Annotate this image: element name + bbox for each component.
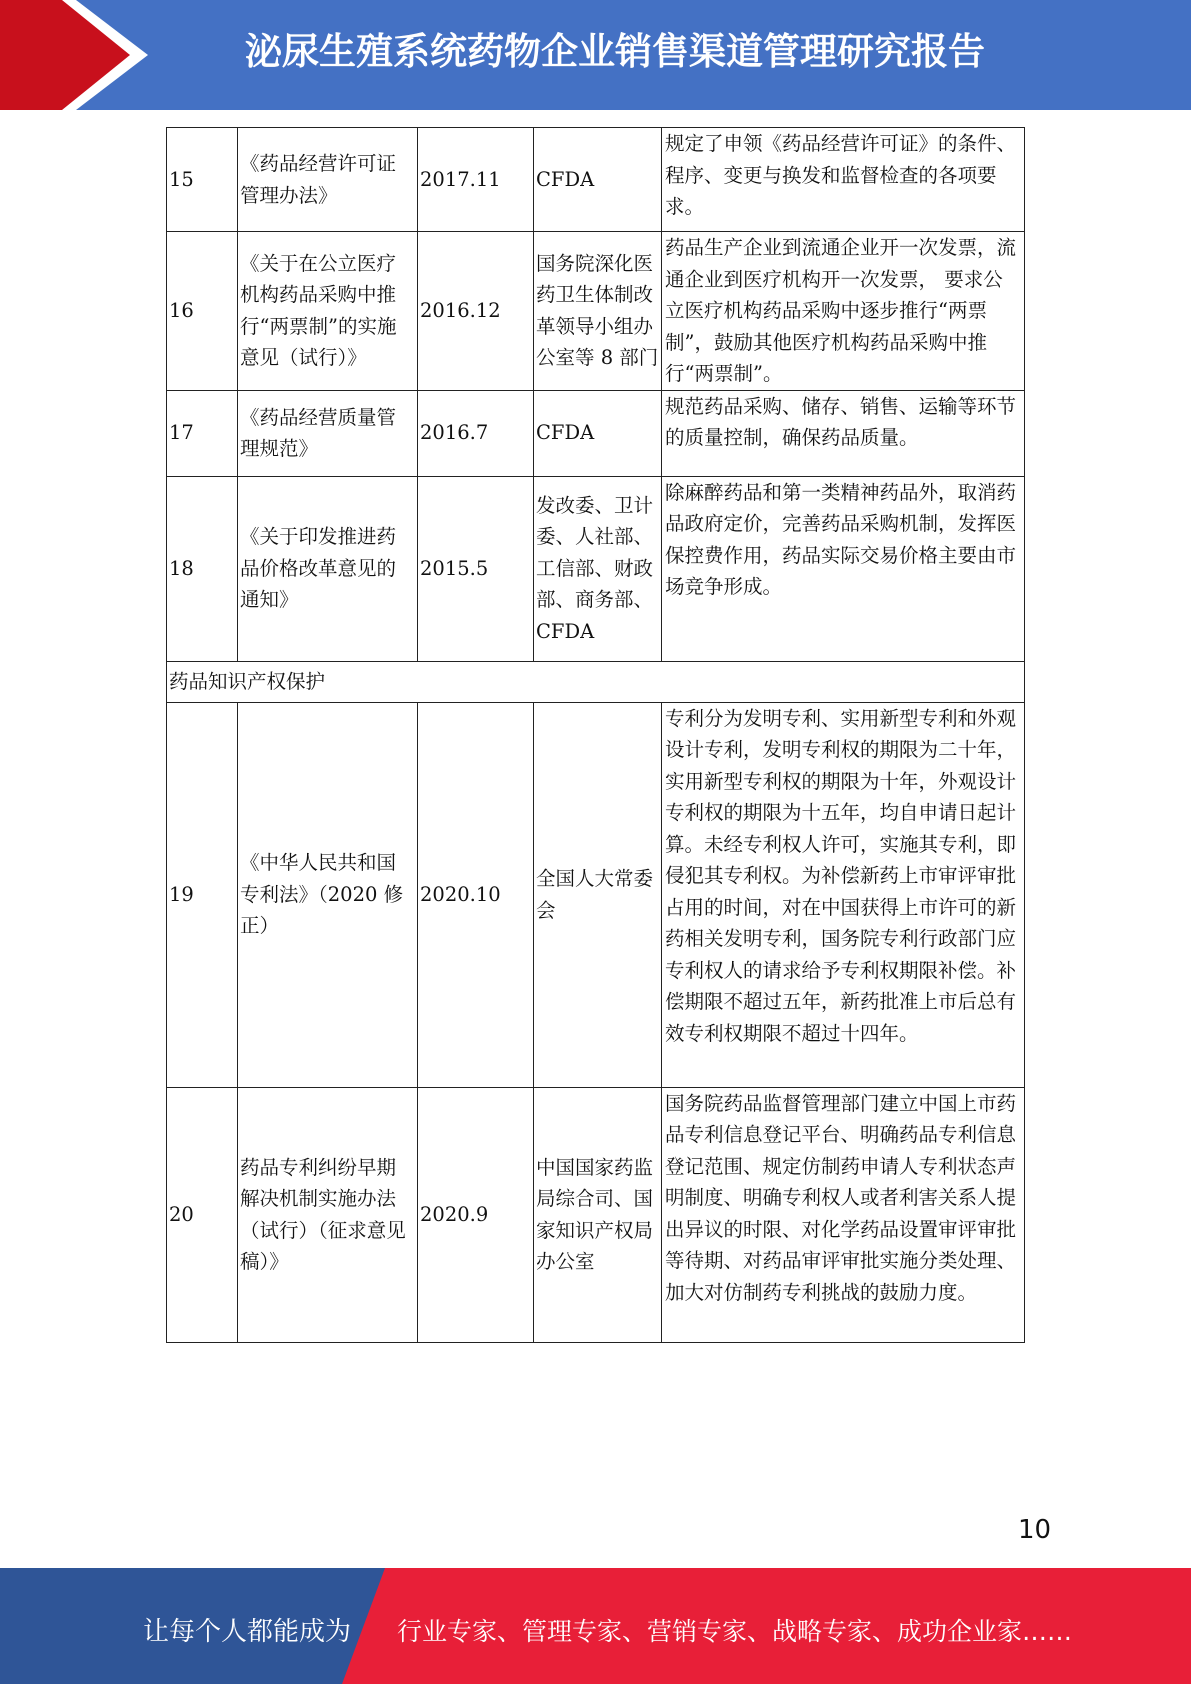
policy-table xyxy=(166,127,1025,1343)
policy-name: 《关于印发推进药品价格改革意见的通知》 xyxy=(238,476,418,661)
section-row xyxy=(167,661,1025,702)
row-number: 16 xyxy=(167,232,238,391)
policy-description: 规定了申领《药品经营许可证》的条件、程序、变更与换发和监督检查的各项要求。 xyxy=(662,128,1025,232)
policy-description: 药品生产企业到流通企业开一次发票，流通企业到医疗机构开一次发票， 要求公立医疗机构药品采购中逐步推行“两票制”，鼓励其他医疗机构药品采购中推行“两票制”。 xyxy=(662,232,1025,391)
issue-date: 2017.11 xyxy=(418,128,534,232)
section-title: 药品知识产权保护 xyxy=(167,661,1025,702)
policy-name: 《关于在公立医疗机构药品采购中推行“两票制”的实施意见（试行）》 xyxy=(238,232,418,391)
policy-name: 药品专利纠纷早期解决机制实施办法（试行）（征求意见稿）》 xyxy=(238,1087,418,1342)
issuing-body: 全国人大常委会 xyxy=(534,702,662,1087)
policy-name: 《药品经营许可证管理办法》 xyxy=(238,128,418,232)
page-header xyxy=(0,0,1191,110)
issue-date: 2016.12 xyxy=(418,232,534,391)
issuing-body: 国务院深化医药卫生体制改革领导小组办公室等 8 部门 xyxy=(534,232,662,391)
row-number: 17 xyxy=(167,390,238,476)
policy-description: 规范药品采购、储存、销售、运输等环节的质量控制，确保药品质量。 xyxy=(662,390,1025,476)
table-row xyxy=(167,390,1025,476)
table-row xyxy=(167,128,1025,232)
page-number: 10 xyxy=(1018,1515,1052,1545)
issue-date: 2015.5 xyxy=(418,476,534,661)
policy-name: 《药品经营质量管理规范》 xyxy=(238,390,418,476)
row-number: 20 xyxy=(167,1087,238,1342)
report-title: 泌尿生殖系统药物企业销售渠道管理研究报告 xyxy=(245,30,985,73)
table-row xyxy=(167,232,1025,391)
row-number: 15 xyxy=(167,128,238,232)
policy-description: 除麻醉药品和第一类精神药品外，取消药品政府定价，完善药品采购机制，发挥医保控费作用，药品实际交易价格主要由市场竞争形成。 xyxy=(662,476,1025,661)
row-number: 19 xyxy=(167,702,238,1087)
table-row xyxy=(167,1087,1025,1342)
footer-slogan-left: 让每个人都能成为 xyxy=(143,1617,352,1647)
issuing-body: CFDA xyxy=(534,128,662,232)
table-row xyxy=(167,476,1025,661)
issue-date: 2020.10 xyxy=(418,702,534,1087)
page-footer xyxy=(0,1568,1191,1684)
issuing-body: CFDA xyxy=(534,390,662,476)
policy-description: 国务院药品监督管理部门建立中国上市药品专利信息登记平台、明确药品专利信息登记范围、规定仿制药申请人专利状态声明制度、明确专利权人或者利害关系人提出异议的时限、对化学药品设置审评审批等待期、对药品审评审批实施分类处理、加大对仿制药专利挑战的鼓励力度。 xyxy=(662,1087,1025,1342)
issuing-body: 中国国家药监局综合司、国家知识产权局办公室 xyxy=(534,1087,662,1342)
table-row xyxy=(167,702,1025,1087)
policy-name: 《中华人民共和国专利法》（2020 修正） xyxy=(238,702,418,1087)
policy-description: 专利分为发明专利、实用新型专利和外观设计专利，发明专利权的期限为二十年，实用新型专利权的期限为十年，外观设计专利权的期限为十五年，均自申请日起计算。未经专利权人许可，实施其专利，即侵犯其专利权。为补偿新药上市审评审批占用的时间，对在中国获得上市许可的新药相关发明专利，国务院专利行政部门应专利权人的请求给予专利权期限补偿。补偿期限不超过五年，新药批准上市后总有效专利权期限不超过十四年。 xyxy=(662,702,1025,1087)
issue-date: 2016.7 xyxy=(418,390,534,476)
footer-slogan-right: 行业专家、管理专家、营销专家、战略专家、成功企业家…… xyxy=(397,1617,1073,1646)
row-number: 18 xyxy=(167,476,238,661)
issuing-body: 发改委、卫计委、人社部、工信部、财政部、商务部、CFDA xyxy=(534,476,662,661)
issue-date: 2020.9 xyxy=(418,1087,534,1342)
